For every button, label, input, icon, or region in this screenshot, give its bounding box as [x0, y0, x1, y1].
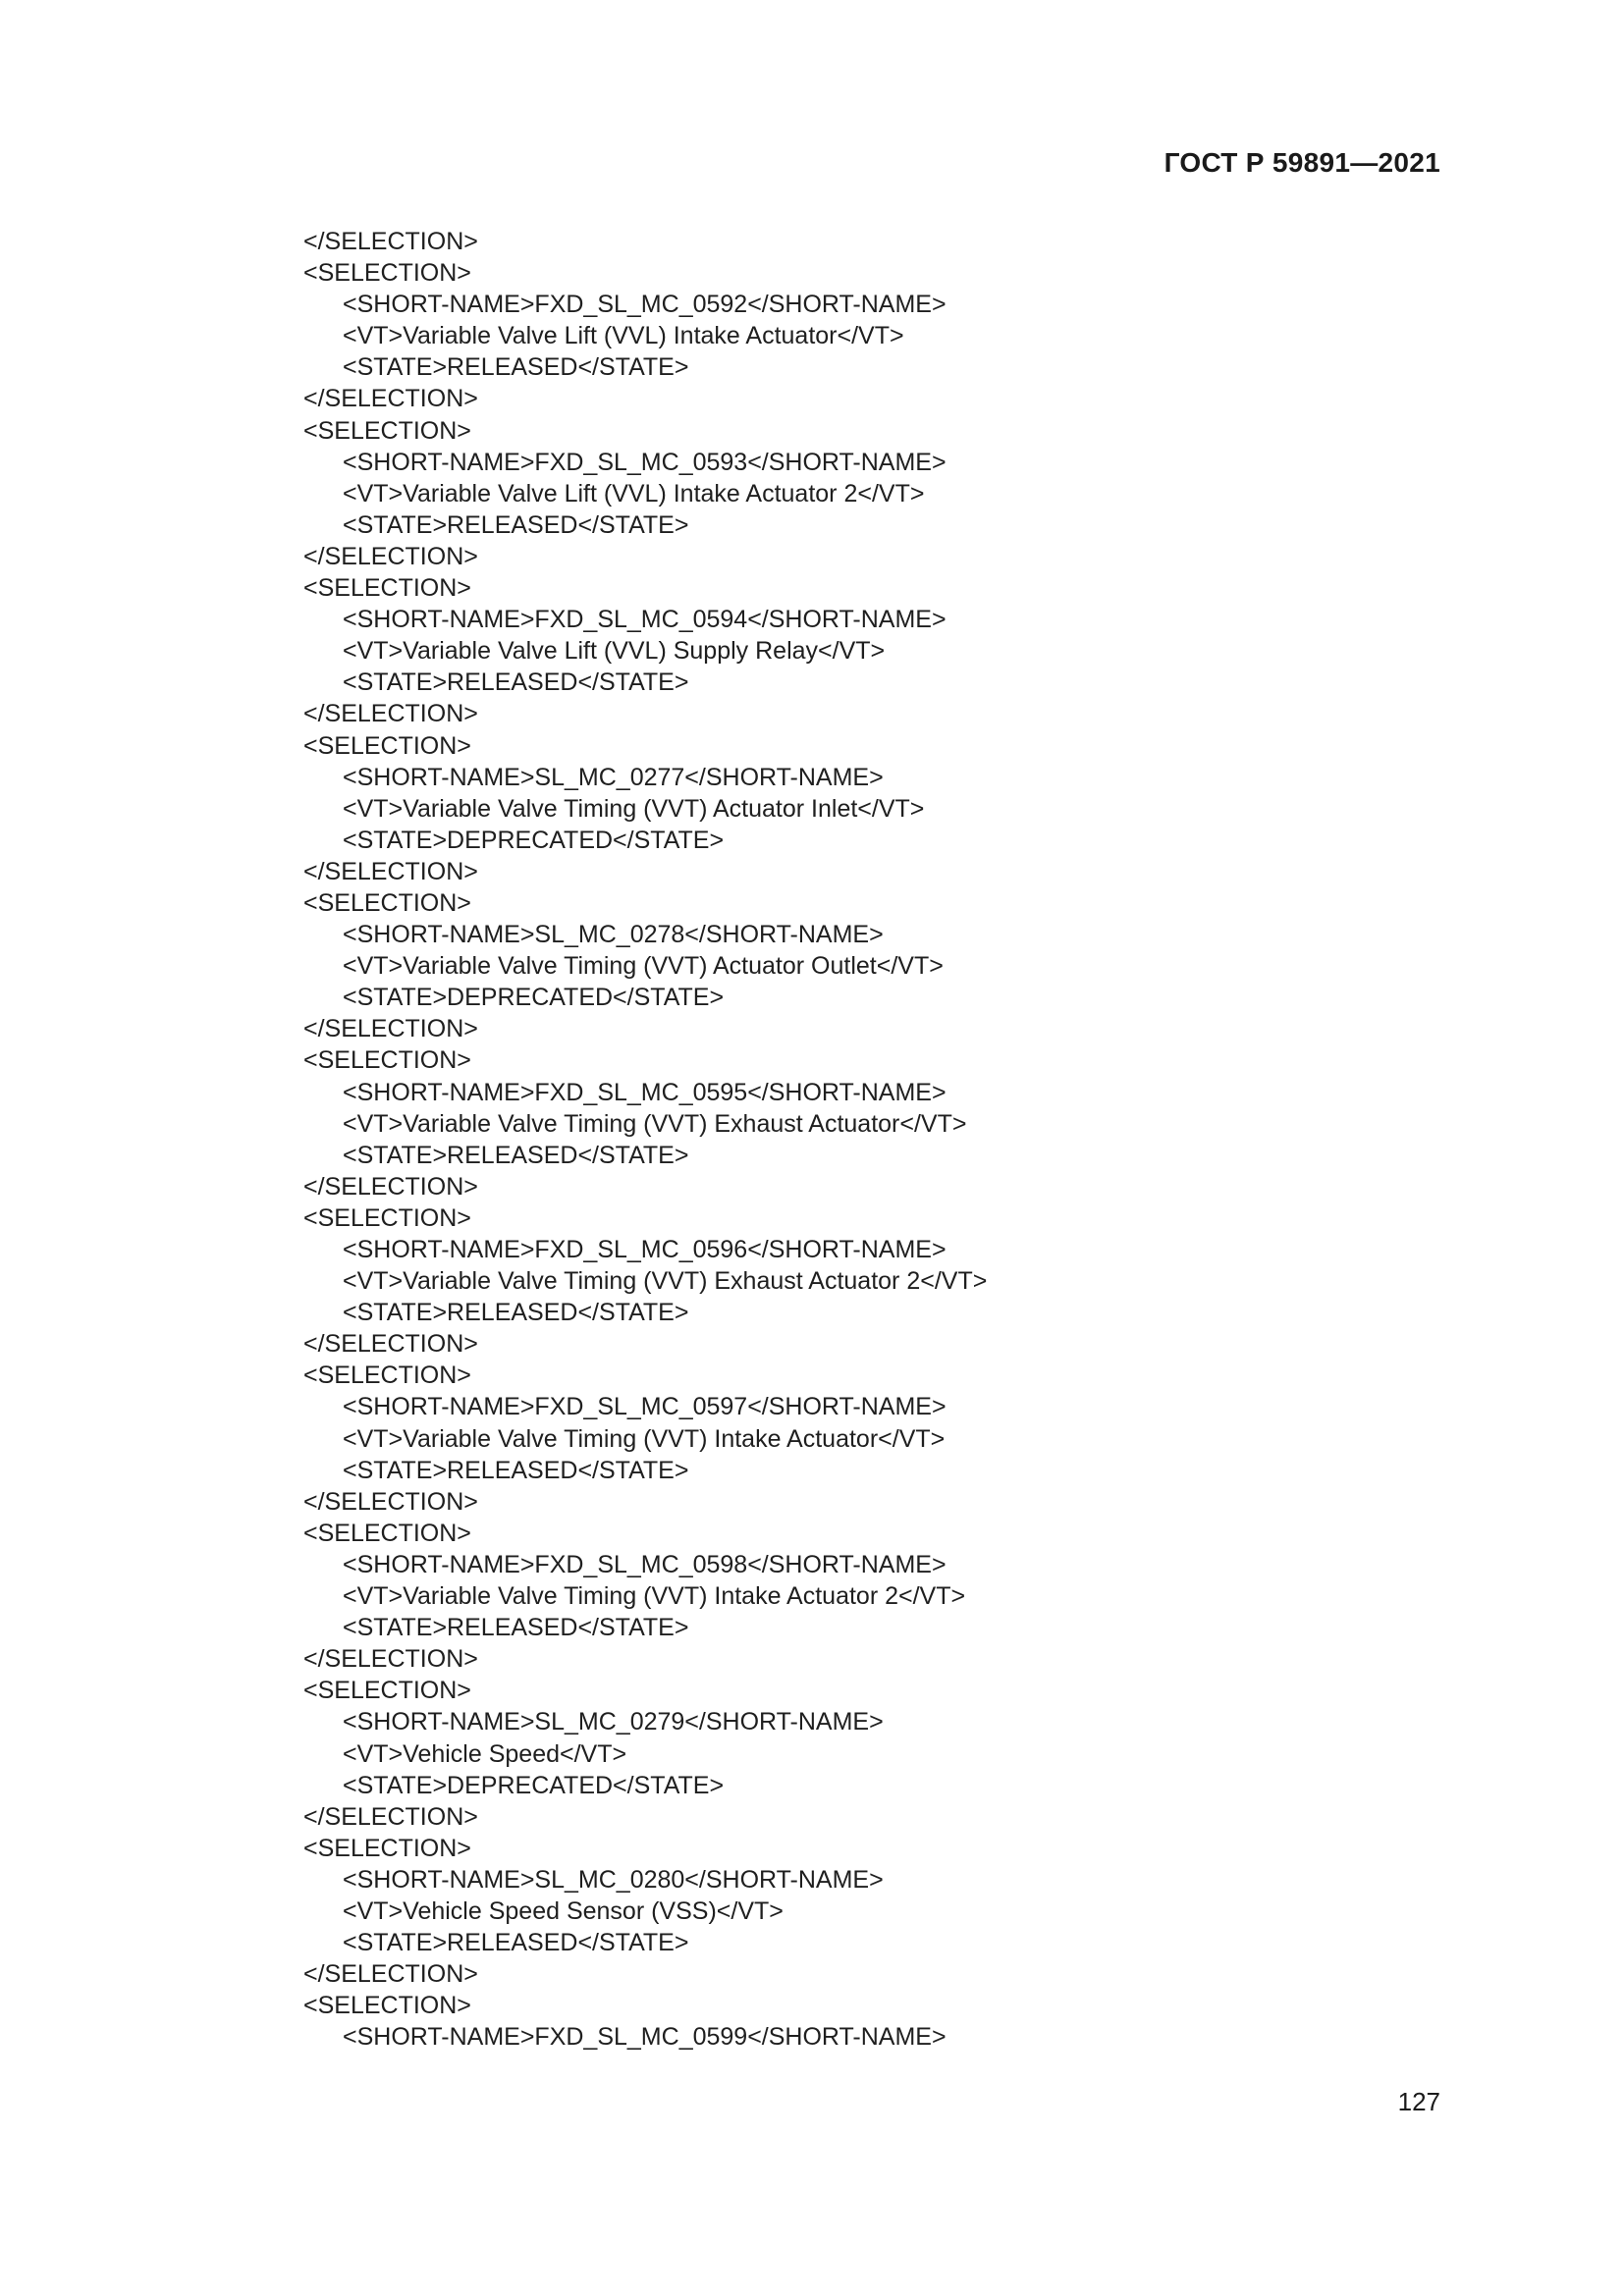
- code-line: <SELECTION>: [303, 1677, 471, 1705]
- code-line: <SELECTION>: [303, 574, 471, 603]
- code-line: <SHORT-NAME>FXD_SL_MC_0594</SHORT-NAME>: [343, 606, 947, 634]
- code-line: </SELECTION>: [303, 1960, 478, 1989]
- code-line: <SHORT-NAME>SL_MC_0278</SHORT-NAME>: [343, 921, 884, 949]
- code-line: </SELECTION>: [303, 1172, 478, 1201]
- code-line: <STATE>RELEASED</STATE>: [343, 668, 689, 697]
- code-line: </SELECTION>: [303, 1802, 478, 1831]
- code-line: </SELECTION>: [303, 1645, 478, 1674]
- code-line: <SELECTION>: [303, 416, 471, 445]
- code-line: </SELECTION>: [303, 700, 478, 728]
- code-line: <STATE>RELEASED</STATE>: [343, 1614, 689, 1642]
- code-line: <SELECTION>: [303, 888, 471, 917]
- code-line: <VT>Variable Valve Timing (VVT) Intake Actuator 2</VT>: [343, 1582, 966, 1611]
- code-line: <VT>Vehicle Speed Sensor (VSS)</VT>: [343, 1896, 784, 1925]
- code-line: <SHORT-NAME>FXD_SL_MC_0592</SHORT-NAME>: [343, 291, 947, 319]
- code-line: <SELECTION>: [303, 1519, 471, 1547]
- code-line: <SHORT-NAME>FXD_SL_MC_0597</SHORT-NAME>: [343, 1393, 947, 1421]
- code-line: <VT>Variable Valve Lift (VVL) Supply Relay</VT>: [343, 637, 886, 666]
- code-line: </SELECTION>: [303, 857, 478, 885]
- code-line: </SELECTION>: [303, 385, 478, 413]
- code-line: <SELECTION>: [303, 1046, 471, 1075]
- code-line: <STATE>DEPRECATED</STATE>: [343, 1771, 725, 1799]
- xml-code-block: [303, 226, 1383, 2053]
- code-line: <VT>Variable Valve Lift (VVL) Intake Actuator 2</VT>: [343, 479, 925, 507]
- code-line: <SELECTION>: [303, 1203, 471, 1232]
- code-line: <STATE>DEPRECATED</STATE>: [343, 826, 725, 854]
- code-line: <VT>Vehicle Speed</VT>: [343, 1739, 627, 1768]
- code-line: <STATE>RELEASED</STATE>: [343, 1299, 689, 1327]
- code-line: <VT>Variable Valve Timing (VVT) Intake Actuator</VT>: [343, 1424, 946, 1453]
- code-line: <VT>Variable Valve Timing (VVT) Actuator Inlet</VT>: [343, 794, 925, 823]
- code-line: <SHORT-NAME>FXD_SL_MC_0593</SHORT-NAME>: [343, 448, 947, 476]
- page-number: 127: [1397, 2087, 1440, 2116]
- code-line: <STATE>RELEASED</STATE>: [343, 510, 689, 539]
- code-line: <SHORT-NAME>SL_MC_0280</SHORT-NAME>: [343, 1865, 884, 1894]
- code-line: <SHORT-NAME>FXD_SL_MC_0599</SHORT-NAME>: [343, 2023, 947, 2052]
- code-line: </SELECTION>: [303, 1487, 478, 1516]
- code-line: <VT>Variable Valve Timing (VVT) Exhaust Actuator</VT>: [343, 1109, 967, 1138]
- code-line: </SELECTION>: [303, 228, 478, 255]
- code-line: <SHORT-NAME>FXD_SL_MC_0598</SHORT-NAME>: [343, 1550, 947, 1578]
- code-line: <SELECTION>: [303, 1834, 471, 1862]
- code-line: <VT>Variable Valve Timing (VVT) Actuator Outlet</VT>: [343, 952, 944, 981]
- code-line: <STATE>RELEASED</STATE>: [343, 1141, 689, 1169]
- code-line: <SHORT-NAME>SL_MC_0277</SHORT-NAME>: [343, 763, 884, 791]
- code-line: <SELECTION>: [303, 731, 471, 760]
- code-line: <VT>Variable Valve Lift (VVL) Intake Actuator</VT>: [343, 322, 904, 350]
- code-line: </SELECTION>: [303, 542, 478, 570]
- code-line: <VT>Variable Valve Timing (VVT) Exhaust Actuator 2</VT>: [343, 1267, 988, 1296]
- code-line: <SHORT-NAME>FXD_SL_MC_0595</SHORT-NAME>: [343, 1078, 947, 1106]
- code-line: <SHORT-NAME>SL_MC_0279</SHORT-NAME>: [343, 1708, 884, 1736]
- code-line: <STATE>RELEASED</STATE>: [343, 353, 689, 382]
- code-line: </SELECTION>: [303, 1015, 478, 1043]
- code-line: <STATE>RELEASED</STATE>: [343, 1456, 689, 1484]
- code-line: <SHORT-NAME>FXD_SL_MC_0596</SHORT-NAME>: [343, 1236, 947, 1263]
- page-header-standard-id: ГОСТ Р 59891—2021: [1164, 147, 1440, 178]
- code-line: <SELECTION>: [303, 1992, 471, 2020]
- code-line: <STATE>RELEASED</STATE>: [343, 1929, 689, 1957]
- code-line: </SELECTION>: [303, 1330, 478, 1359]
- code-line: <SELECTION>: [303, 1362, 471, 1390]
- code-line: <SELECTION>: [303, 259, 471, 288]
- code-line: <STATE>DEPRECATED</STATE>: [343, 984, 725, 1012]
